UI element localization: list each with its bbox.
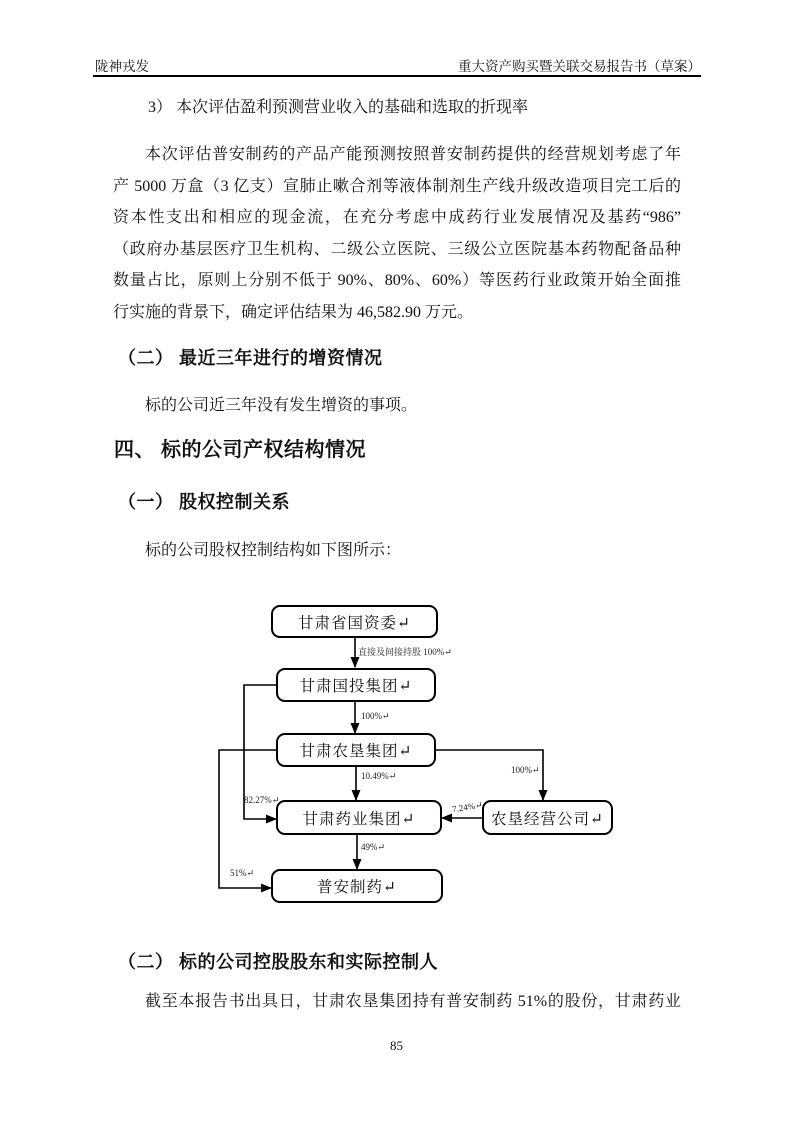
node-gansu-yaoye: 甘肃药业集团↵: [276, 800, 442, 835]
paragraph-structure-intro: 标的公司股权控制结构如下图所示：: [145, 542, 402, 559]
edge-label-jingying-yaoye: 7.24%↵: [451, 799, 484, 815]
node-nongken-jingying: 农垦经营公司↵: [482, 800, 613, 835]
edge-label-nongken-yaoye: 10.49%↵: [361, 771, 397, 781]
heading-equity-control: （一） 股权控制关系: [118, 492, 291, 512]
edge-label-sasac-guotou: 直接及间接持股 100%↵: [358, 647, 452, 657]
node-puan-pharma: 普安制药↵: [271, 869, 443, 903]
node-gansu-guotou: 甘肃国投集团↵: [276, 668, 436, 702]
edge-label-guotou-yaoye: 82.27%↵: [244, 795, 280, 805]
paragraph-line: 资本性支出和相应的现金流，在充分考虑中成药行业发展情况及基药“986”: [113, 209, 681, 226]
paragraph-valuation: [113, 139, 681, 328]
paragraph-line: 行实施的背景下，确定评估结果为 46,582.90 万元。: [113, 303, 474, 321]
page-number: 85: [390, 1038, 403, 1053]
heading-discount-rate: 3） 本次评估盈利预测营业收入的基础和选取的折现率: [148, 99, 529, 116]
edge-label-nongken-jingying: 100%↵: [511, 765, 540, 775]
heading-capital-increase: （二） 最近三年进行的增资情况: [118, 348, 383, 368]
edge-label-guotou-nongken: 100%↵: [361, 711, 390, 721]
heading-controller: （二） 标的公司控股股东和实际控制人: [118, 952, 438, 972]
header-report-title: 重大资产购买暨关联交易报告书（草案）: [458, 59, 701, 74]
paragraph-line: 数量占比，原则上分别不低于 90%、80%、60%）等医药行业政策开始全面推: [113, 272, 681, 289]
header-rule: [93, 75, 701, 77]
paragraph-line: 产 5000 万盒（3 亿支）宣肺止嗽合剂等液体制剂生产线升级改造项目完工后的: [113, 177, 681, 195]
node-gansu-nongken: 甘肃农垦集团↵: [276, 733, 436, 767]
heading-chapter-ownership: 四、 标的公司产权结构情况: [114, 439, 367, 461]
header-short-title: 陇神戎发: [95, 59, 149, 74]
edge-label-nongken-puan: 51%↵: [230, 868, 255, 878]
node-gansu-sasac: 甘肃省国资委↵: [271, 605, 438, 638]
paragraph-line: 截至本报告书出具日，甘肃农垦集团持有普安制药 51%的股份，甘肃药业: [145, 993, 681, 1010]
paragraph-line: （政府办基层医疗卫生机构、二级公立医院、三级公立医院基本药物配备品种: [113, 240, 681, 258]
edge-label-yaoye-puan: 49%↵: [361, 842, 386, 852]
paragraph-capital-increase: 标的公司近三年没有发生增资的事项。: [145, 397, 418, 414]
paragraph-line: 本次评估普安制药的产品产能预测按照普安制药提供的经营规划考虑了年: [145, 146, 681, 163]
paragraph-controller: [113, 986, 681, 1018]
